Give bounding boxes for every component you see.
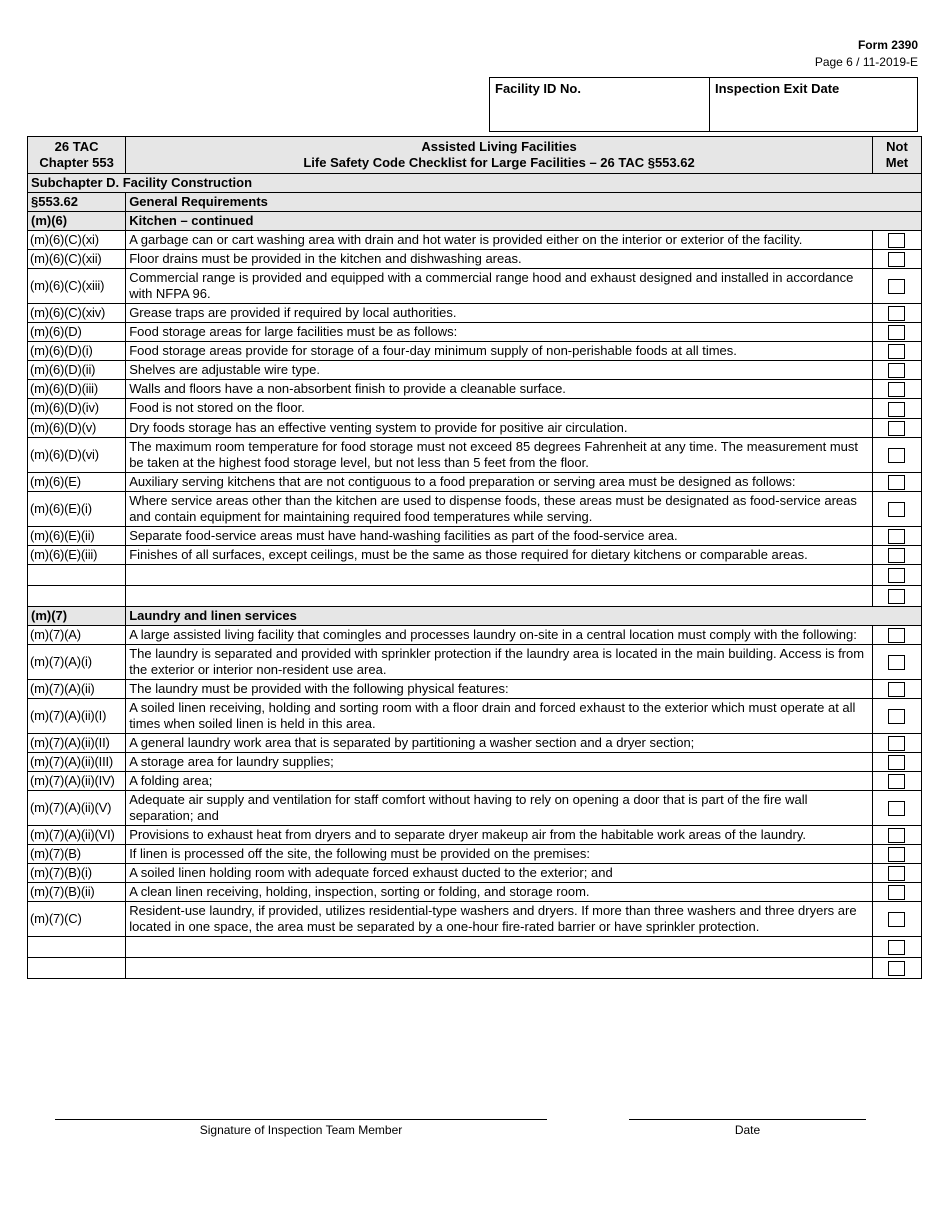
- not-met-cell: [872, 791, 921, 826]
- section-row: [28, 193, 922, 212]
- table-row: [28, 698, 922, 733]
- requirement-code: (m)(6)(D): [28, 323, 126, 342]
- empty-row: [28, 937, 922, 958]
- not-met-checkbox[interactable]: [888, 628, 905, 643]
- not-met-cell: [872, 752, 921, 771]
- form-number: Form 2390: [857, 38, 918, 52]
- not-met-cell: [872, 864, 921, 883]
- table-row: [28, 902, 922, 937]
- table-row: [28, 545, 922, 564]
- not-met-checkbox[interactable]: [888, 755, 905, 770]
- not-met-cell: [872, 937, 921, 958]
- not-met-checkbox[interactable]: [888, 363, 905, 378]
- empty-cell: [28, 958, 126, 979]
- table-row: [28, 418, 922, 437]
- not-met-cell: [872, 491, 921, 526]
- empty-cell: [28, 564, 126, 585]
- requirement-text: Food is not stored on the floor.: [126, 399, 873, 418]
- not-met-checkbox[interactable]: [888, 448, 905, 463]
- requirement-code: (m)(7)(C): [28, 902, 126, 937]
- requirement-text: Dry foods storage has an effective venting system to provide for positive air circulation.: [126, 418, 873, 437]
- requirement-code: (m)(6)(D)(v): [28, 418, 126, 437]
- not-met-cell: [872, 269, 921, 304]
- not-met-checkbox[interactable]: [888, 912, 905, 927]
- section-title: General Requirements: [126, 193, 922, 212]
- table-row: [28, 269, 922, 304]
- requirement-text: Separate food-service areas must have hand-washing facilities as part of the food-service area.: [126, 526, 873, 545]
- not-met-cell: [872, 472, 921, 491]
- subchapter-row: [28, 174, 922, 193]
- kitchen-section-title: Kitchen – continued: [126, 212, 922, 231]
- requirement-code: (m)(7)(A)(ii): [28, 679, 126, 698]
- table-row: [28, 323, 922, 342]
- table-row: [28, 883, 922, 902]
- requirement-code: (m)(6)(D)(vi): [28, 437, 126, 472]
- requirement-text: A large assisted living facility that comingles and processes laundry on-site in a central location must comply with the following:: [126, 625, 873, 644]
- table-row: [28, 733, 922, 752]
- table-row: [28, 644, 922, 679]
- requirement-text: The maximum room temperature for food storage must not exceed 85 degrees Fahrenheit at any time. The measurement must be taken at the highest food storage level, but not less than 5 feet from the floor.: [126, 437, 873, 472]
- requirement-text: A storage area for laundry supplies;: [126, 752, 873, 771]
- date-label: Date: [734, 1123, 761, 1137]
- not-met-cell: [872, 644, 921, 679]
- empty-row: [28, 585, 922, 606]
- table-row: [28, 361, 922, 380]
- not-met-checkbox[interactable]: [888, 940, 905, 955]
- not-met-cell: [872, 231, 921, 250]
- date-line[interactable]: [629, 1119, 866, 1120]
- table-row: [28, 342, 922, 361]
- not-met-checkbox[interactable]: [888, 529, 905, 544]
- signature-label: Signature of Inspection Team Member: [199, 1123, 403, 1137]
- not-met-cell: [872, 323, 921, 342]
- table-row: [28, 752, 922, 771]
- not-met-cell: [872, 733, 921, 752]
- table-row: [28, 772, 922, 791]
- not-met-checkbox[interactable]: [888, 682, 905, 697]
- not-met-checkbox[interactable]: [888, 344, 905, 359]
- requirement-code: (m)(6)(C)(xiii): [28, 269, 126, 304]
- not-met-checkbox[interactable]: [888, 502, 905, 517]
- not-met-checkbox[interactable]: [888, 325, 905, 340]
- inspection-exit-date-field[interactable]: Inspection Exit Date: [715, 81, 840, 96]
- requirement-text: A garbage can or cart washing area with drain and hot water is provided either on the interior or exterior of the facility.: [126, 231, 873, 250]
- table-row: [28, 437, 922, 472]
- not-met-checkbox[interactable]: [888, 709, 905, 724]
- requirement-text: Food storage areas provide for storage of a four-day minimum supply of non-perishable foods at all times.: [126, 342, 873, 361]
- table-header-row: [28, 137, 922, 174]
- not-met-cell: [872, 250, 921, 269]
- not-met-checkbox[interactable]: [888, 568, 905, 583]
- not-met-cell: [872, 772, 921, 791]
- not-met-cell: [872, 418, 921, 437]
- requirement-text: A folding area;: [126, 772, 873, 791]
- requirement-code: (m)(6)(E)(i): [28, 491, 126, 526]
- requirement-text: Where service areas other than the kitchen are used to dispense foods, these areas must be designated as food-service areas and contain equipment for maintaining required food temperatures while serving.: [126, 491, 873, 526]
- table-row: [28, 679, 922, 698]
- requirement-text: If linen is processed off the site, the following must be provided on the premises:: [126, 845, 873, 864]
- requirement-code: (m)(7)(B): [28, 845, 126, 864]
- requirement-code: (m)(7)(A)(ii)(II): [28, 733, 126, 752]
- requirement-code: (m)(7)(A)(ii)(IV): [28, 772, 126, 791]
- not-met-checkbox[interactable]: [888, 382, 905, 397]
- requirement-text: A soiled linen receiving, holding and sorting room with a floor drain and forced exhaust to the exterior which must operate at all times when soiled linen is held in this area.: [126, 698, 873, 733]
- not-met-cell: [872, 698, 921, 733]
- not-met-cell: [872, 526, 921, 545]
- not-met-checkbox[interactable]: [888, 548, 905, 563]
- table-row: [28, 250, 922, 269]
- facility-info-box: [489, 77, 918, 132]
- empty-row: [28, 958, 922, 979]
- requirement-text: Auxiliary serving kitchens that are not contiguous to a food preparation or serving area must be designed as follows:: [126, 472, 873, 491]
- requirement-text: A clean linen receiving, holding, inspection, sorting or folding, and storage room.: [126, 883, 873, 902]
- requirement-code: (m)(6)(E)(iii): [28, 545, 126, 564]
- table-row: [28, 791, 922, 826]
- requirement-text: A soiled linen holding room with adequate forced exhaust ducted to the exterior; and: [126, 864, 873, 883]
- table-row: [28, 399, 922, 418]
- not-met-checkbox[interactable]: [888, 279, 905, 294]
- laundry-section-row: [28, 606, 922, 625]
- requirement-text: Shelves are adjustable wire type.: [126, 361, 873, 380]
- kitchen-section-row: [28, 212, 922, 231]
- table-row: [28, 826, 922, 845]
- empty-cell: [126, 937, 873, 958]
- not-met-cell: [872, 585, 921, 606]
- requirement-code: (m)(7)(A): [28, 625, 126, 644]
- not-met-checkbox[interactable]: [888, 736, 905, 751]
- requirement-code: (m)(7)(A)(i): [28, 644, 126, 679]
- table-row: [28, 864, 922, 883]
- not-met-cell: [872, 545, 921, 564]
- laundry-section-code: (m)(7): [28, 606, 126, 625]
- empty-cell: [126, 564, 873, 585]
- not-met-cell: [872, 304, 921, 323]
- not-met-cell: [872, 564, 921, 585]
- not-met-checkbox[interactable]: [888, 233, 905, 248]
- not-met-cell: [872, 902, 921, 937]
- not-met-cell: [872, 342, 921, 361]
- requirement-text: Food storage areas for large facilities must be as follows:: [126, 323, 873, 342]
- table-row: [28, 845, 922, 864]
- not-met-checkbox[interactable]: [888, 421, 905, 436]
- empty-cell: [126, 585, 873, 606]
- not-met-checkbox[interactable]: [888, 801, 905, 816]
- requirement-text: A general laundry work area that is separated by partitioning a washer section and a dryer section;: [126, 733, 873, 752]
- not-met-cell: [872, 399, 921, 418]
- not-met-checkbox[interactable]: [888, 655, 905, 670]
- not-met-cell: [872, 958, 921, 979]
- requirement-text: Walls and floors have a non-absorbent finish to provide a cleanable surface.: [126, 380, 873, 399]
- not-met-cell: [872, 380, 921, 399]
- requirement-text: Resident-use laundry, if provided, utilizes residential-type washers and dryers. If more than three washers and three dryers are located in one space, the area must be separated by a one-hour fire-rated barrier or have sprinkler protection.: [126, 902, 873, 937]
- signature-line[interactable]: [55, 1119, 547, 1120]
- requirement-text: Grease traps are provided if required by local authorities.: [126, 304, 873, 323]
- checklist-table: [27, 136, 922, 979]
- header-chapter: [28, 137, 126, 174]
- empty-cell: [28, 937, 126, 958]
- requirement-code: (m)(7)(A)(ii)(V): [28, 791, 126, 826]
- requirement-code: (m)(6)(C)(xiv): [28, 304, 126, 323]
- kitchen-section-code: (m)(6): [28, 212, 126, 231]
- header-title-line2: Life Safety Code Checklist for Large Facilities – 26 TAC §553.62: [303, 155, 695, 170]
- table-row: [28, 491, 922, 526]
- requirement-text: The laundry must be provided with the following physical features:: [126, 679, 873, 698]
- table-row: [28, 231, 922, 250]
- requirement-code: (m)(7)(B)(i): [28, 864, 126, 883]
- requirement-text: Adequate air supply and ventilation for staff comfort without having to rely on opening a door that is part of the fire wall separation; and: [126, 791, 873, 826]
- requirement-text: The laundry is separated and provided with sprinkler protection if the laundry area is located in the main building. Access is from the exterior or interior non-resident use area.: [126, 644, 873, 679]
- not-met-checkbox[interactable]: [888, 774, 905, 789]
- requirement-code: (m)(6)(D)(i): [28, 342, 126, 361]
- header-title-line1: Assisted Living Facilities: [421, 139, 577, 154]
- requirement-code: (m)(6)(D)(ii): [28, 361, 126, 380]
- not-met-cell: [872, 845, 921, 864]
- facility-id-field[interactable]: Facility ID No.: [490, 78, 710, 131]
- not-met-checkbox[interactable]: [888, 252, 905, 267]
- not-met-cell: [872, 625, 921, 644]
- empty-cell: [126, 958, 873, 979]
- requirement-text: Floor drains must be provided in the kitchen and dishwashing areas.: [126, 250, 873, 269]
- not-met-checkbox[interactable]: [888, 847, 905, 862]
- requirement-code: (m)(6)(E): [28, 472, 126, 491]
- requirement-code: (m)(6)(E)(ii): [28, 526, 126, 545]
- header-chapter-line2: Chapter 553: [39, 155, 114, 170]
- section-code: §553.62: [28, 193, 126, 212]
- requirement-code: (m)(7)(B)(ii): [28, 883, 126, 902]
- requirement-text: Provisions to exhaust heat from dryers and to separate dryer makeup air from the habitable work areas of the laundry.: [126, 826, 873, 845]
- not-met-cell: [872, 679, 921, 698]
- not-met-cell: [872, 437, 921, 472]
- header-title: [126, 137, 873, 174]
- not-met-checkbox[interactable]: [888, 866, 905, 881]
- requirement-code: (m)(7)(A)(ii)(III): [28, 752, 126, 771]
- table-row: [28, 304, 922, 323]
- requirement-code: (m)(7)(A)(ii)(I): [28, 698, 126, 733]
- requirement-code: (m)(6)(C)(xii): [28, 250, 126, 269]
- requirement-text: Commercial range is provided and equipped with a commercial range hood and exhaust designed and installed in accordance with NFPA 96.: [126, 269, 873, 304]
- not-met-checkbox[interactable]: [888, 402, 905, 417]
- subchapter-title: Subchapter D. Facility Construction: [28, 174, 922, 193]
- not-met-checkbox[interactable]: [888, 828, 905, 843]
- requirement-code: (m)(7)(A)(ii)(VI): [28, 826, 126, 845]
- not-met-checkbox[interactable]: [888, 589, 905, 604]
- not-met-cell: [872, 826, 921, 845]
- requirement-code: (m)(6)(D)(iii): [28, 380, 126, 399]
- not-met-checkbox[interactable]: [888, 961, 905, 976]
- requirement-text: Finishes of all surfaces, except ceilings, must be the same as those required for dietary kitchens or comparable areas.: [126, 545, 873, 564]
- laundry-section-title: Laundry and linen services: [126, 606, 922, 625]
- requirement-code: (m)(6)(C)(xi): [28, 231, 126, 250]
- table-row: [28, 625, 922, 644]
- not-met-checkbox[interactable]: [888, 885, 905, 900]
- page-number: Page 6 / 11-2019-E: [814, 55, 918, 69]
- not-met-cell: [872, 361, 921, 380]
- table-row: [28, 472, 922, 491]
- not-met-cell: [872, 883, 921, 902]
- not-met-checkbox[interactable]: [888, 306, 905, 321]
- table-row: [28, 526, 922, 545]
- requirement-code: (m)(6)(D)(iv): [28, 399, 126, 418]
- table-row: [28, 380, 922, 399]
- empty-row: [28, 564, 922, 585]
- header-not-met: Not Met: [872, 137, 921, 174]
- not-met-checkbox[interactable]: [888, 475, 905, 490]
- header-chapter-line1: 26 TAC: [54, 139, 99, 154]
- empty-cell: [28, 585, 126, 606]
